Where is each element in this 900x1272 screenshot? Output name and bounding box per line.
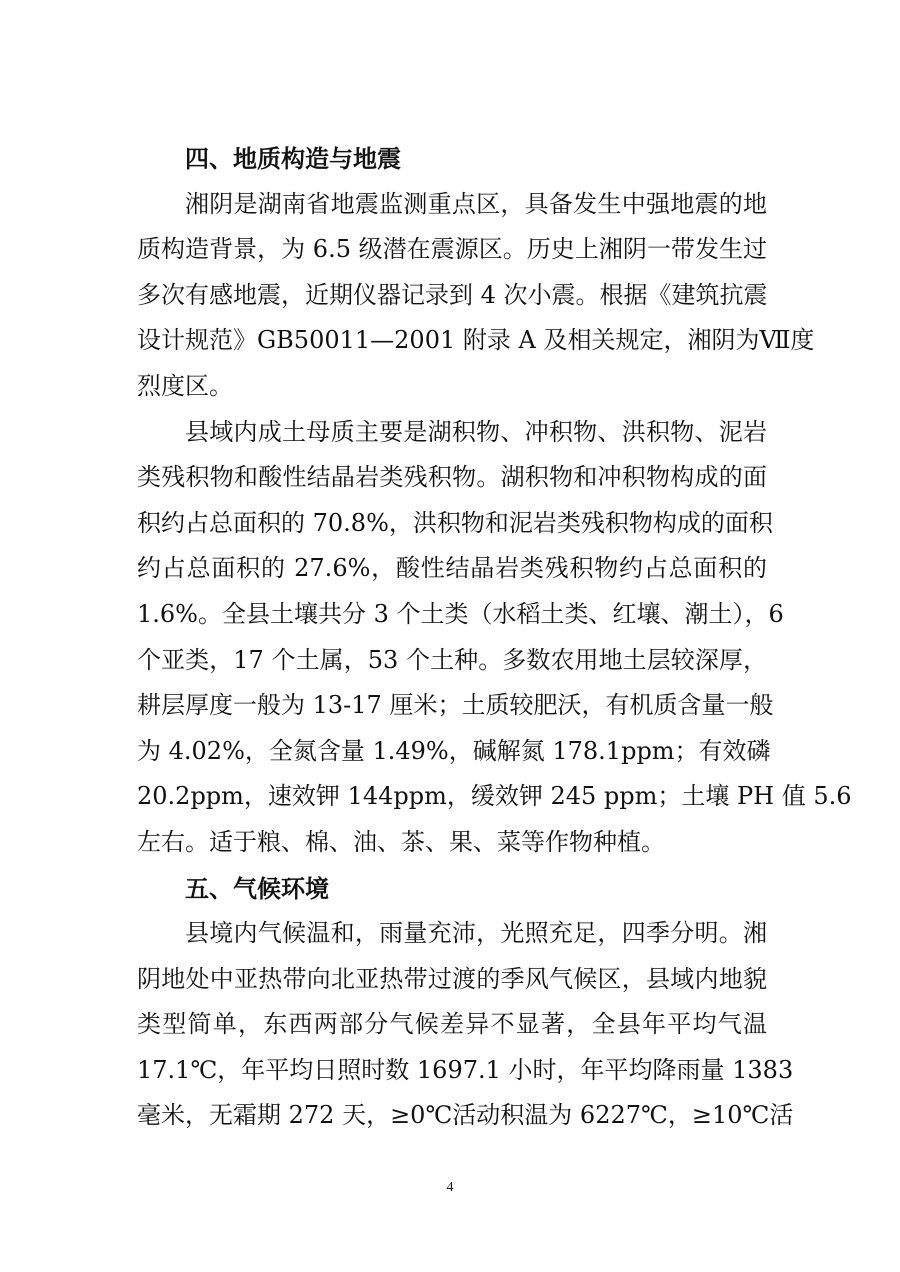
paragraph-line: 湘阴是湖南省地震监测重点区，具备发生中强地震的地: [185, 189, 767, 218]
paragraph-soil: [137, 410, 852, 866]
paragraph-line: 为 4.02%，全氮含量 1.49%，碱解氮 178.1ppm；有效磷: [137, 736, 771, 765]
paragraph-earthquake: [137, 182, 815, 410]
paragraph-line: 耕层厚度一般为 13-17 厘米；土质较肥沃，有机质含量一般: [137, 691, 774, 720]
paragraph-line: 20.2ppm，速效钾 144ppm，缓效钾 245 ppm；土壤 PH 值 5.6: [137, 782, 852, 811]
paragraph-line: 毫米，无霜期 272 天，≥0℃活动积温为 6227℃，≥10℃活: [137, 1101, 794, 1130]
page-content: [137, 136, 852, 1139]
paragraph-line: 县境内气候温和，雨量充沛，光照充足，四季分明。湘: [185, 919, 767, 948]
paragraph-climate: [137, 911, 794, 1139]
paragraph-line: 类型简单，东西两部分气候差异不显著，全县年平均气温: [137, 1010, 767, 1039]
paragraph-line: 多次有感地震，近期仪器记录到 4 次小震。根据《建筑抗震: [137, 280, 768, 309]
paragraph-line: 积约占总面积的 70.8%，洪积物和泥岩类残积物构成的面积: [137, 508, 773, 537]
paragraph-line: 质构造背景，为 6.5 级潜在震源区。历史上湘阴一带发生过: [137, 235, 767, 264]
section-heading-geology: 四、地质构造与地震: [185, 144, 401, 173]
paragraph-line: 约占总面积的 27.6%，酸性结晶岩类残积物约占总面积的: [137, 554, 767, 583]
paragraph-line: 阴地处中亚热带向北亚热带过渡的季风气候区，县域内地貌: [137, 964, 767, 993]
paragraph-line: 县域内成土母质主要是湖积物、冲积物、洪积物、泥岩: [185, 417, 767, 446]
paragraph-line: 类残积物和酸性结晶岩类残积物。湖积物和冲积物构成的面: [137, 463, 767, 492]
paragraph-line: 设计规范》GB50011—2001 附录 A 及相关规定，湘阴为Ⅶ度: [137, 326, 815, 355]
section-heading-climate: 五、气候环境: [185, 873, 329, 903]
paragraph-line: 1.6%。全县土壤共分 3 个土类（水稻土类、红壤、潮土），6: [137, 599, 784, 628]
page-number: 4: [446, 1180, 454, 1195]
paragraph-line: 左右。适于粮、棉、油、茶、果、菜等作物种植。: [137, 827, 665, 856]
paragraph-line: 17.1℃，年平均日照时数 1697.1 小时，年平均降雨量 1383: [137, 1055, 794, 1084]
paragraph-line: 个亚类，17 个土属，53 个土种。多数农用地土层较深厚，: [137, 645, 767, 674]
paragraph-line: 烈度区。: [137, 371, 233, 400]
